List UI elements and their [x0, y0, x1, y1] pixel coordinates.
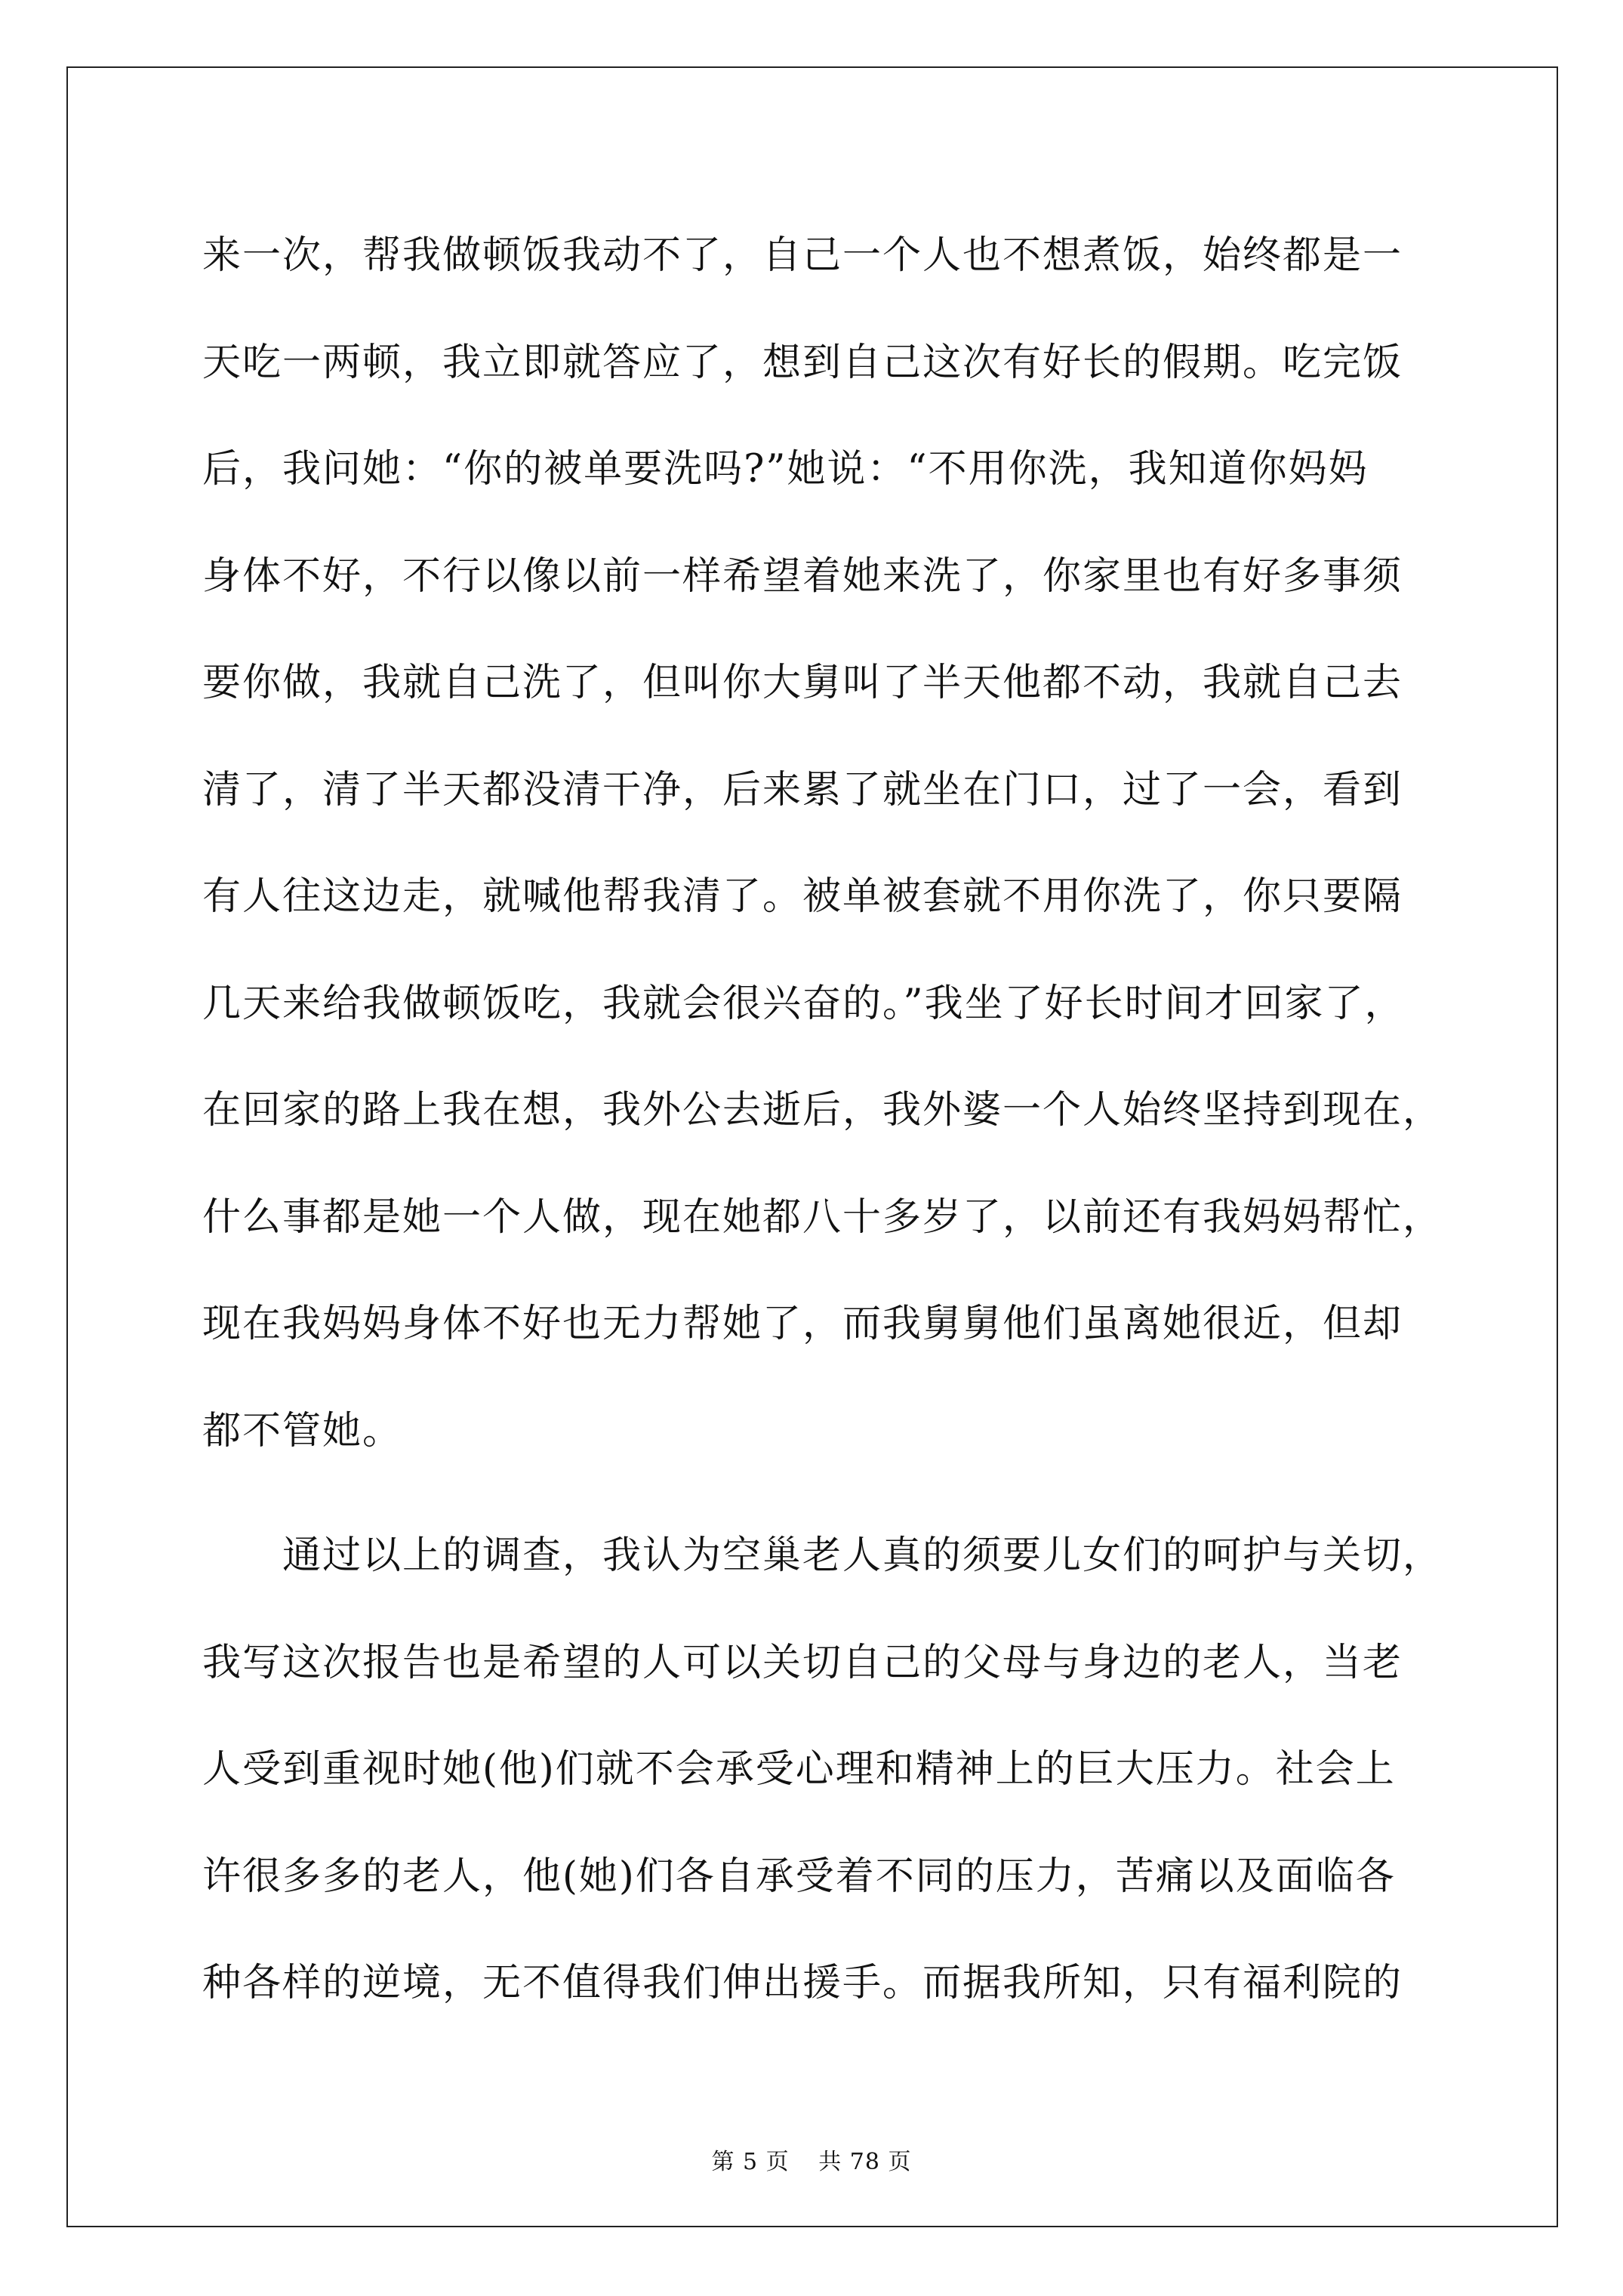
text-line: 要你做，我就自己洗了，但叫你大舅叫了半天他都不动，我就自己去 — [202, 661, 1403, 705]
page-total: 共 78 页 — [818, 2149, 912, 2175]
text-line: 什么事都是她一个人做，现在她都八十多岁了，以前还有我妈妈帮忙， — [202, 1194, 1443, 1240]
text-line: 在回家的路上我在想，我外公去逝后，我外婆一个人始终坚持到现在， — [202, 1088, 1443, 1133]
text-line: 我写这次报告也是希望的人可以关切自己的父母与身边的老人，当老 — [202, 1640, 1403, 1685]
text-line: 人受到重视时她(他)们就不会承受心理和精神上的巨大压力。社会上 — [202, 1747, 1396, 1792]
paragraph-spacer — [202, 1484, 1425, 1502]
text-line: 天吃一两顿，我立即就答应了，想到自己这次有好长的假期。吃完饭 — [202, 340, 1403, 385]
text-line: 有人往这边走，就喊他帮我清了。被单被套就不用你洗了，你只要隔 — [202, 874, 1403, 919]
page-number: 第 5 页 — [711, 2149, 790, 2175]
paragraph-1 — [202, 202, 1443, 1484]
text-line: 后，我问她：“你的被单要洗吗?”她说：“不用你洗，我知道你妈妈 — [202, 447, 1369, 492]
text-line: 来一次，帮我做顿饭我动不了，自己一个人也不想煮饭，始终都是一 — [202, 233, 1403, 278]
paragraph-2 — [202, 1502, 1443, 2037]
text-line: 身体不好，不行以像以前一样希望着她来洗了，你家里也有好多事须 — [202, 553, 1403, 599]
text-line: 种各样的逆境，无不值得我们伸出援手。而据我所知，只有福利院的 — [202, 1961, 1403, 2005]
text-line: 都不管她。 — [202, 1408, 403, 1453]
text-line: 通过以上的调查，我认为空巢老人真的须要儿女们的呵护与关切， — [282, 1533, 1443, 1578]
text-line: 现在我妈妈身体不好也无力帮她了，而我舅舅他们虽离她很近，但却 — [202, 1302, 1403, 1346]
text-line: 许很多多的老人，他(她)们各自承受着不同的压力，苦痛以及面临各 — [202, 1854, 1396, 1899]
page-footer — [0, 2143, 1623, 2176]
text-line: 清了，清了半天都没清干净，后来累了就坐在门口，过了一会，看到 — [202, 767, 1403, 812]
text-line: 几天来给我做顿饭吃，我就会很兴奋的。”我坐了好长时间才回家了， — [202, 981, 1405, 1026]
document-body — [202, 202, 1443, 2037]
